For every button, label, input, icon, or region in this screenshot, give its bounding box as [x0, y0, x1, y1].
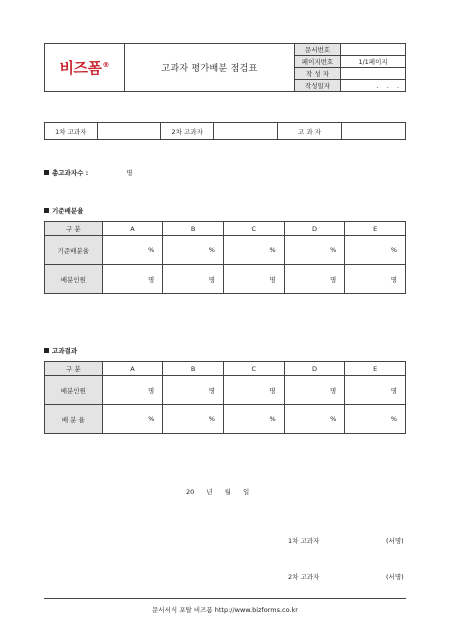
- logo-cell: [45, 44, 125, 92]
- second-reviewer-signature-role: 2차 고과자: [288, 573, 320, 581]
- table-header-label: 구 분: [45, 362, 103, 376]
- doc-number-label: 문서번호: [295, 44, 341, 56]
- grade-c-header: C: [223, 362, 284, 376]
- section-title: 고과결과: [52, 347, 78, 355]
- grade-b-header: B: [163, 222, 224, 236]
- standard-ratio-table: [44, 221, 406, 294]
- first-reviewer-field[interactable]: [97, 123, 161, 140]
- table-cell[interactable]: %: [345, 405, 406, 434]
- row-label: 배분인원: [45, 376, 103, 405]
- table-header-label: 구 분: [45, 222, 103, 236]
- footer-divider: [44, 598, 406, 599]
- table-cell[interactable]: %: [223, 236, 284, 265]
- logo-text: 비즈폼: [59, 59, 102, 77]
- first-reviewer-signature-role: 1차 고과자: [288, 537, 320, 545]
- grade-e-header: E: [345, 362, 406, 376]
- author-label: 작 성 자: [295, 68, 341, 80]
- doc-number-value[interactable]: [341, 44, 406, 56]
- table-cell[interactable]: %: [102, 405, 163, 434]
- table-cell[interactable]: %: [284, 405, 345, 434]
- table-cell[interactable]: 명: [284, 376, 345, 405]
- table-cell[interactable]: 명: [102, 376, 163, 405]
- table-row: [45, 265, 406, 294]
- page-number-label: 페이지번호: [295, 56, 341, 68]
- grade-c-header: C: [223, 222, 284, 236]
- section-standard-ratio-title: [44, 206, 83, 215]
- document-title: 고과자 평가배분 점검표: [125, 44, 295, 92]
- table-cell[interactable]: 명: [223, 376, 284, 405]
- total-count-unit: 명: [126, 169, 133, 177]
- row-label: 배 분 율: [45, 405, 103, 434]
- date-written-label: 작성일자: [295, 80, 341, 92]
- ratee-label: 고 과 자: [277, 123, 341, 140]
- grade-a-header: A: [102, 362, 163, 376]
- total-count-label: 총고과자수 :: [52, 169, 89, 177]
- grade-a-header: A: [102, 222, 163, 236]
- date-line[interactable]: 20 년 월 일: [186, 488, 250, 496]
- grade-b-header: B: [163, 362, 224, 376]
- bizforms-logo: [45, 57, 124, 78]
- table-cell[interactable]: 명: [345, 376, 406, 405]
- table-cell[interactable]: 명: [102, 265, 163, 294]
- table-row: [45, 376, 406, 405]
- table-cell[interactable]: %: [284, 236, 345, 265]
- square-bullet-icon: [44, 348, 49, 353]
- registered-mark-icon: ®: [102, 60, 110, 69]
- date-written-value[interactable]: . . .: [341, 80, 406, 92]
- grade-e-header: E: [345, 222, 406, 236]
- table-row: [45, 236, 406, 265]
- section-result-title: [44, 346, 77, 355]
- first-reviewer-signature-mark[interactable]: (서명): [386, 537, 404, 545]
- footer-text[interactable]: 문서서식 포탈 비즈폼 http://www.bizforms.co.kr: [152, 606, 298, 614]
- row-label: 배분인원: [45, 265, 103, 294]
- reviewer-row: [44, 122, 406, 140]
- result-table: [44, 361, 406, 434]
- table-row: [45, 405, 406, 434]
- table-cell[interactable]: %: [345, 236, 406, 265]
- first-reviewer-label: 1차 고과자: [45, 123, 98, 140]
- document-header: [44, 43, 406, 92]
- total-count-line: [44, 168, 133, 177]
- row-label: 기준배분율: [45, 236, 103, 265]
- grade-d-header: D: [284, 362, 345, 376]
- table-cell[interactable]: 명: [223, 265, 284, 294]
- table-cell[interactable]: %: [163, 236, 224, 265]
- table-cell[interactable]: 명: [284, 265, 345, 294]
- second-reviewer-label: 2차 고과자: [161, 123, 214, 140]
- square-bullet-icon: [44, 208, 49, 213]
- table-cell[interactable]: %: [223, 405, 284, 434]
- square-bullet-icon: [44, 170, 49, 175]
- table-cell[interactable]: %: [102, 236, 163, 265]
- ratee-field[interactable]: [342, 123, 406, 140]
- page-number-value: 1/1페이지: [341, 56, 406, 68]
- section-title: 기준배분율: [52, 207, 84, 215]
- table-cell[interactable]: 명: [163, 265, 224, 294]
- table-cell[interactable]: 명: [345, 265, 406, 294]
- author-value[interactable]: [341, 68, 406, 80]
- second-reviewer-field[interactable]: [213, 123, 277, 140]
- table-cell[interactable]: %: [163, 405, 224, 434]
- grade-d-header: D: [284, 222, 345, 236]
- second-reviewer-signature-mark[interactable]: (서명): [386, 573, 404, 581]
- table-cell[interactable]: 명: [163, 376, 224, 405]
